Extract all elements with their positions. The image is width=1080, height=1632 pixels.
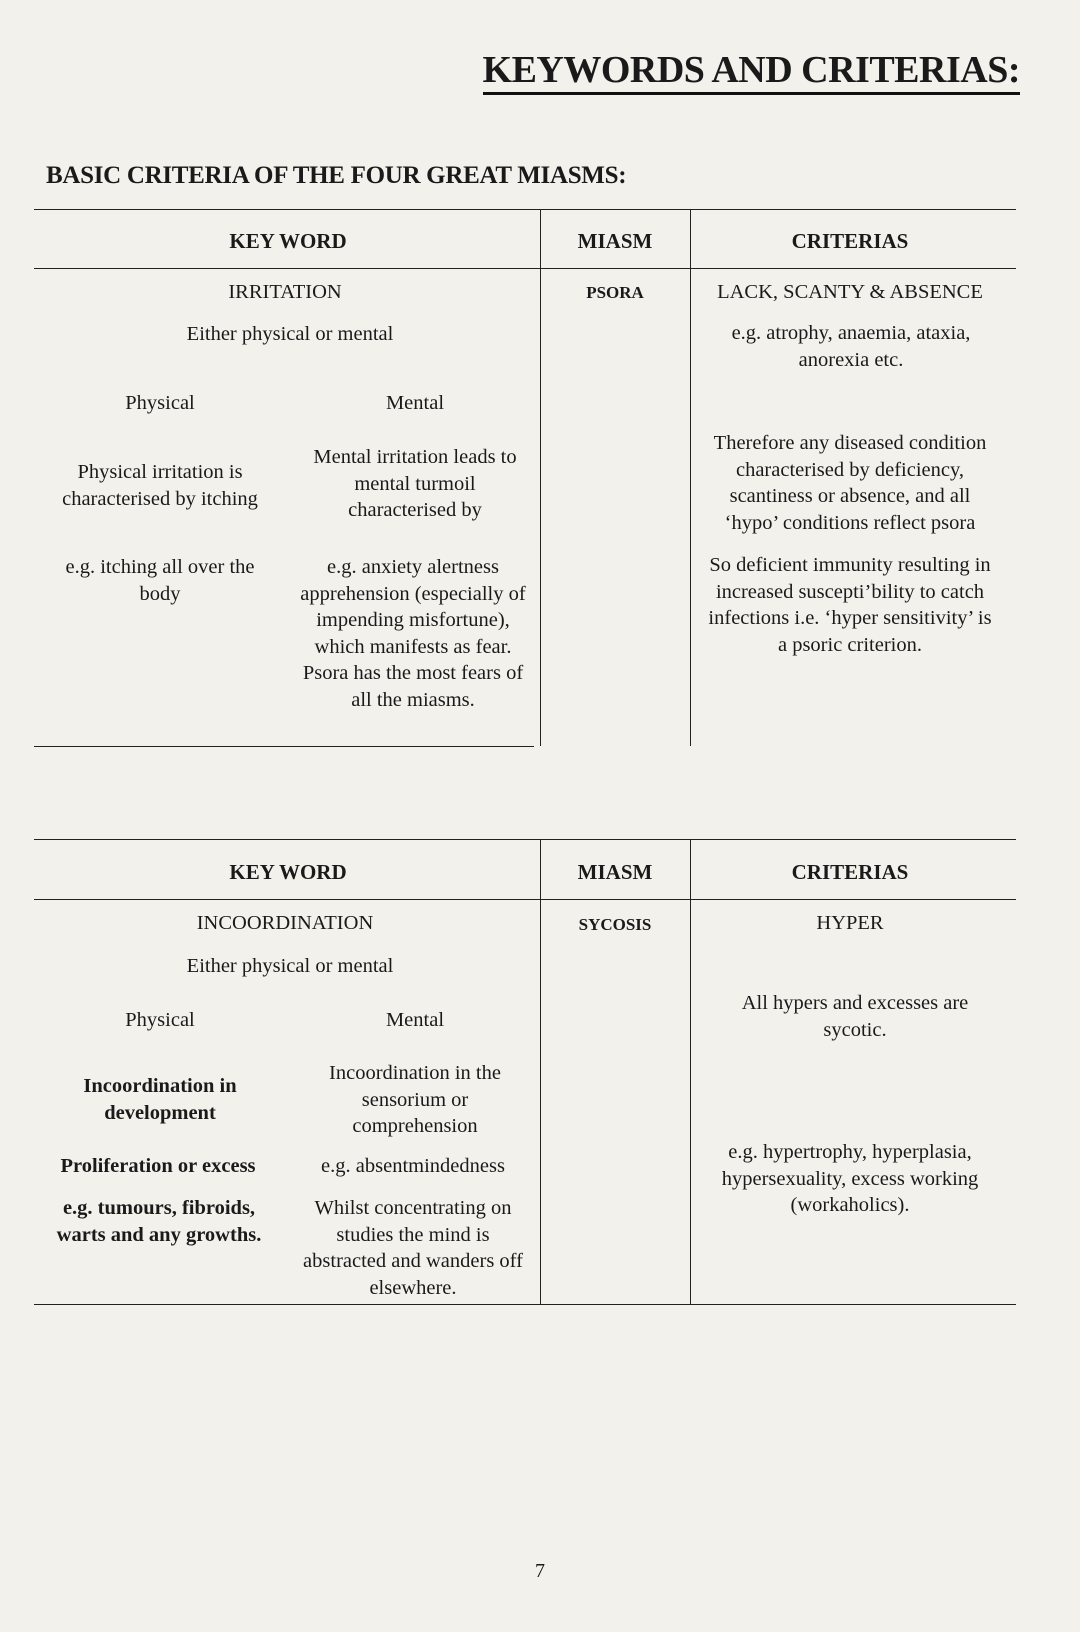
mental-label: Mental	[385, 1009, 445, 1031]
criteria-paragraph: Therefore any diseased condition characterised by deficiency, scantiness or absence, and all ‘hypo’ conditions reflect psora	[713, 432, 987, 534]
table-rule	[34, 1304, 1016, 1305]
column-divider	[690, 839, 691, 1304]
criteria-example: e.g. hypertrophy, hyperplasia, hypersexuality, excess working (workaholics).	[721, 1141, 979, 1216]
header-criterias: CRITERIAS	[791, 860, 909, 884]
header-criterias: CRITERIAS	[791, 229, 909, 253]
criteria-example: e.g. atrophy, anaemia, ataxia, anorexia etc.	[731, 322, 971, 371]
table-rule	[34, 839, 1016, 840]
keyword-cell: INCOORDINATION	[196, 912, 374, 934]
criteria-heading: LACK, SCANTY & ABSENCE	[717, 281, 983, 303]
mental-example: e.g. absentmindedness	[321, 1155, 505, 1177]
page-number: 7	[535, 1560, 545, 1582]
physical-example: e.g. itching all over the body	[65, 556, 255, 605]
header-miasm: MIASM	[577, 860, 653, 884]
keyword-cell: IRRITATION	[228, 281, 342, 303]
physical-description: Physical irritation is characterised by itching	[62, 461, 258, 510]
column-divider	[540, 839, 541, 1304]
mental-example: e.g. anxiety alertness apprehension (especially of impending misfortune), which manifests as fear. Psora has the most fears of all the miasms.	[300, 556, 526, 711]
physical-label: Physical	[125, 1009, 195, 1031]
table-rule	[34, 746, 534, 747]
mental-label: Mental	[385, 392, 445, 414]
table-rule	[34, 268, 1016, 269]
miasm-name: SYCOSIS	[578, 915, 652, 934]
criteria-paragraph: So deficient immunity resulting in increased suscepti’bility to catch infections i.e. ‘hyper sensitivity’ is a psoric criterion.	[708, 554, 992, 656]
mental-whilst: Whilst concentrating on studies the mind is abstracted and wanders off elsewhere.	[303, 1197, 523, 1299]
header-miasm: MIASM	[577, 229, 653, 253]
either-text: Either physical or mental	[186, 323, 394, 345]
table-rule	[34, 899, 1016, 900]
physical-description: Incoordination in development	[83, 1075, 237, 1124]
either-text: Either physical or mental	[186, 955, 394, 977]
table-rule	[34, 209, 1016, 210]
physical-label: Physical	[125, 392, 195, 414]
mental-description: Mental irritation leads to mental turmoil characterised by	[313, 446, 517, 521]
physical-example: e.g. tumours, fibroids, warts and any growths.	[56, 1197, 262, 1246]
section-subtitle: BASIC CRITERIA OF THE FOUR GREAT MIASMS:	[46, 162, 627, 189]
column-divider	[690, 209, 691, 746]
column-divider	[540, 209, 541, 746]
miasm-name: PSORA	[586, 283, 644, 302]
criteria-paragraph: All hypers and excesses are sycotic.	[741, 992, 969, 1041]
page-title: KEYWORDS AND CRITERIAS:	[0, 48, 1020, 92]
header-keyword: KEY WORD	[229, 860, 347, 884]
physical-proliferation: Proliferation or excess	[60, 1155, 256, 1177]
criteria-heading: HYPER	[816, 912, 884, 934]
mental-description: Incoordination in the sensorium or comprehension	[329, 1062, 501, 1137]
header-keyword: KEY WORD	[229, 229, 347, 253]
